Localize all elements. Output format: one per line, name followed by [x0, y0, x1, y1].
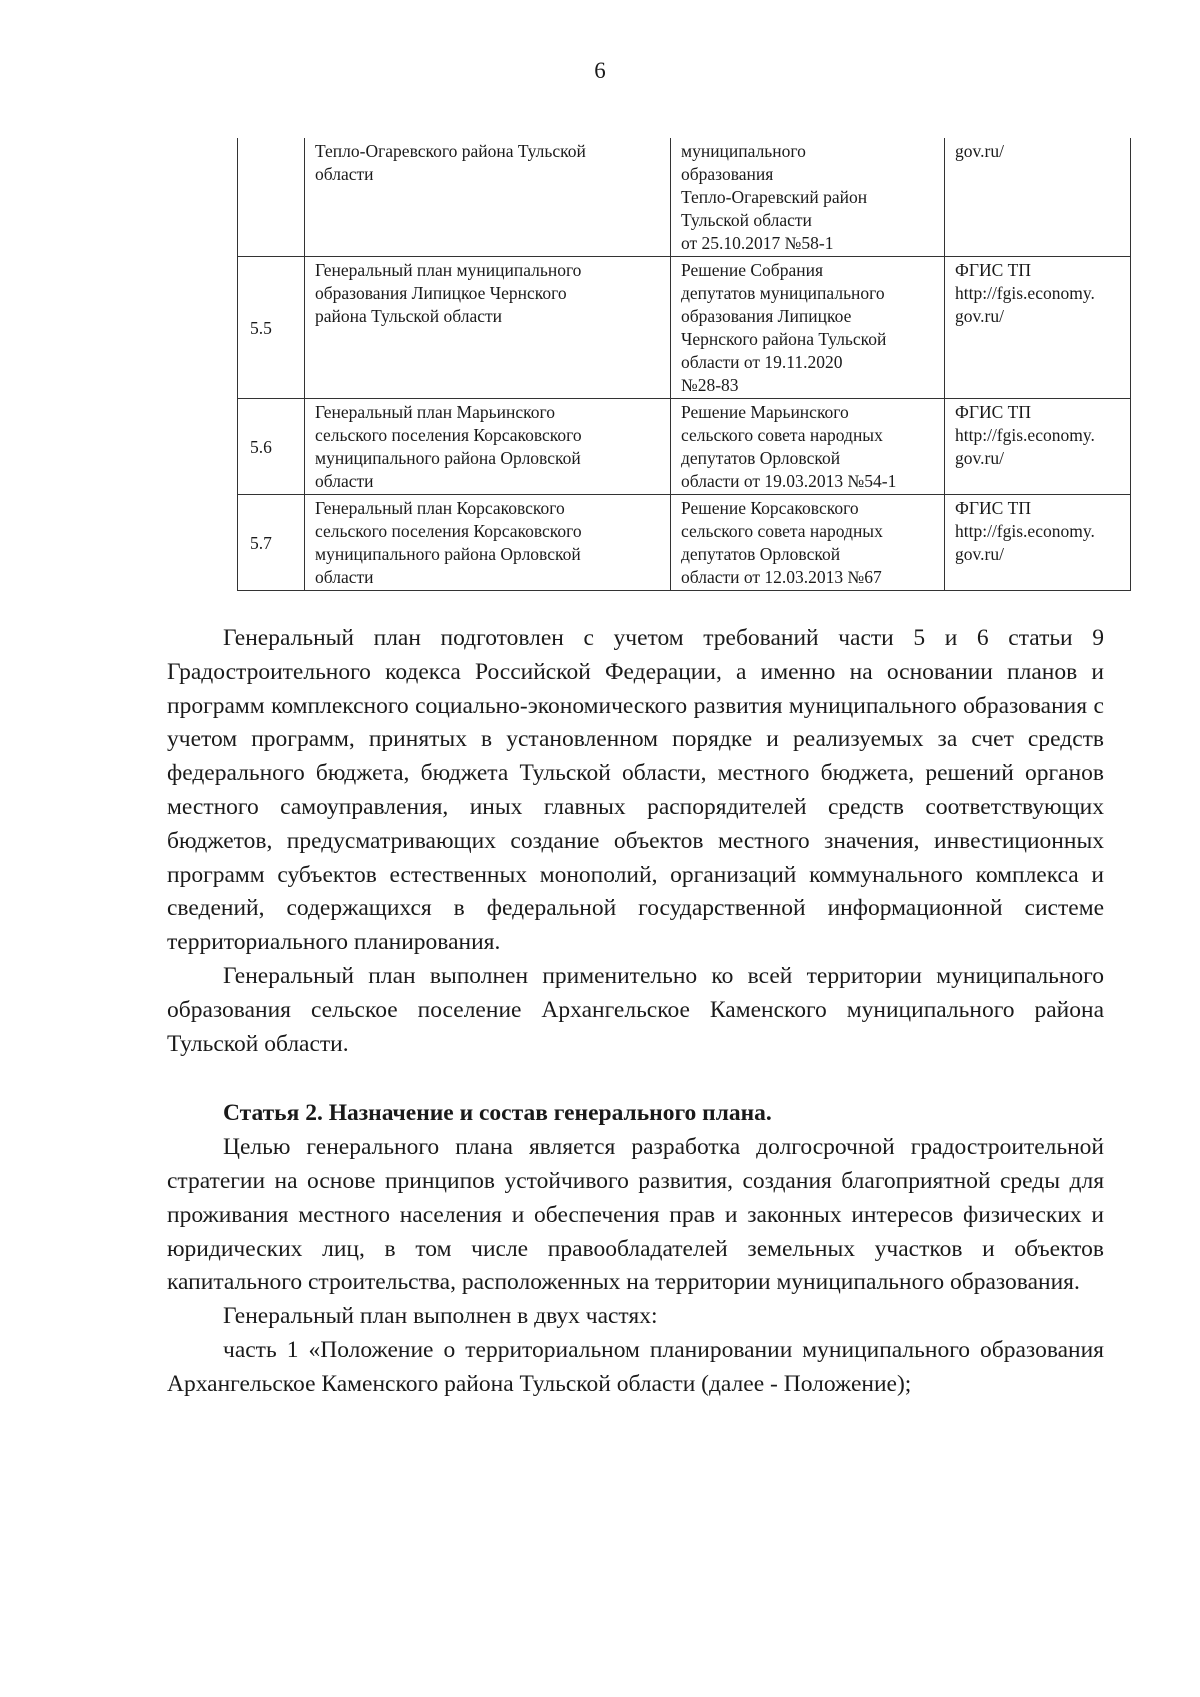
body-text — [167, 622, 1104, 1402]
table-row — [238, 257, 1131, 399]
cell-decision — [671, 138, 945, 257]
source-line: ФГИС ТП — [955, 498, 1031, 518]
row-number: 5.5 — [238, 257, 305, 399]
decision-line: сельского совета народных — [681, 521, 883, 541]
paragraph-part-1: часть 1 «Положение о территориальном планировании муниципального образования Архангельское Каменского района Тульской области (далее - Положение); — [167, 1336, 1104, 1397]
general-plans-table — [237, 138, 1131, 591]
source-line: gov.ru/ — [955, 544, 1004, 564]
decision-line: Чернского района Тульской — [681, 329, 887, 349]
cell-name — [305, 138, 671, 257]
table-row — [238, 138, 1131, 257]
decision-line: Решение Собрания — [681, 260, 824, 280]
cell-decision — [671, 399, 945, 495]
source-line: http://fgis.economy. — [955, 521, 1095, 541]
source-line: ФГИС ТП — [955, 260, 1031, 280]
source-line: http://fgis.economy. — [955, 425, 1095, 445]
decision-line: сельского совета народных — [681, 425, 883, 445]
cell-name — [305, 399, 671, 495]
decision-line: муниципального — [681, 141, 806, 161]
name-line: области — [315, 567, 374, 587]
paragraph-purpose: Целью генерального плана является разработка долгосрочной градостроительной стратегии на основе принципов устойчивого развития, создания благоприятной среды для проживания местного населения и обеспечения прав и законных интересов физических и юридических лиц, в том числе правообладателей земельных участков и объектов капитального строительства, расположенных на территории муниципального образования. — [167, 1134, 1104, 1296]
cell-name — [305, 257, 671, 399]
name-line: района Тульской области — [315, 306, 503, 326]
decision-line: образования — [681, 164, 774, 184]
cell-source — [945, 495, 1131, 591]
decision-line: депутатов муниципального — [681, 283, 885, 303]
name-line: области — [315, 164, 374, 184]
paragraph-parts: Генеральный план выполнен в двух частях: — [223, 1303, 658, 1330]
cell-source — [945, 257, 1131, 399]
name-line: Генеральный план муниципального — [315, 260, 582, 280]
decision-line: области от 12.03.2013 №67 — [681, 567, 882, 587]
row-number: 5.6 — [238, 399, 305, 495]
decision-line: Тепло-Огаревский район — [681, 187, 868, 207]
decision-line: №28-83 — [681, 375, 739, 395]
decision-line: образования Липицкое — [681, 306, 852, 326]
cell-decision — [671, 257, 945, 399]
name-line: Генеральный план Марьинского — [315, 402, 555, 422]
paragraph-basis: Генеральный план подготовлен с учетом требований части 5 и 6 статьи 9 Градостроительного кодекса Российской Федерации, а именно на основании планов и программ комплексного социально-экономического развития муниципального образования с учетом программ, принятых в установленном порядке и реализуемых за счет средств федерального бюджета, бюджета Тульской области, местного бюджета, решений органов местного самоуправления, иных главных распорядителей средств соответствующих бюджетов, предусматривающих создание объектов местного значения, инвестиционных программ субъектов естественных монополий, организаций коммунального комплекса и сведений, содержащихся в федеральной государственной информационной системе территориального планирования. — [167, 625, 1104, 956]
name-line: муниципального района Орловской — [315, 544, 581, 564]
decision-line: Решение Корсаковского — [681, 498, 859, 518]
decision-line: от 25.10.2017 №58-1 — [681, 233, 834, 253]
row-number — [238, 138, 305, 257]
name-line: сельского поселения Корсаковского — [315, 425, 582, 445]
row-number: 5.7 — [238, 495, 305, 591]
name-line: образования Липицкое Чернского — [315, 283, 567, 303]
source-line: gov.ru/ — [955, 306, 1004, 326]
name-line: сельского поселения Корсаковского — [315, 521, 582, 541]
table-row — [238, 495, 1131, 591]
source-line: gov.ru/ — [955, 141, 1004, 161]
article-2-heading: Статья 2. Назначение и состав генерального плана. — [223, 1100, 772, 1127]
cell-source — [945, 138, 1131, 257]
decision-line: депутатов Орловской — [681, 544, 841, 564]
table-body — [238, 138, 1131, 591]
name-line: Тепло-Огаревского района Тульской — [315, 141, 586, 161]
decision-line: области от 19.03.2013 №54-1 — [681, 471, 897, 491]
paragraph-territory: Генеральный план выполнен применительно ко всей территории муниципального образования сельское поселение Архангельское Каменского муниципального района Тульской области. — [167, 962, 1104, 1057]
page-number: 6 — [594, 58, 606, 83]
cell-decision — [671, 495, 945, 591]
decision-line: депутатов Орловской — [681, 448, 841, 468]
source-line: ФГИС ТП — [955, 402, 1031, 422]
name-line: области — [315, 471, 374, 491]
name-line: муниципального района Орловской — [315, 448, 581, 468]
source-line: http://fgis.economy. — [955, 283, 1095, 303]
name-line: Генеральный план Корсаковского — [315, 498, 565, 518]
decision-line: области от 19.11.2020 — [681, 352, 843, 372]
table-row — [238, 399, 1131, 495]
cell-source — [945, 399, 1131, 495]
source-line: gov.ru/ — [955, 448, 1004, 468]
decision-line: Тульской области — [681, 210, 812, 230]
cell-name — [305, 495, 671, 591]
decision-line: Решение Марьинского — [681, 402, 849, 422]
